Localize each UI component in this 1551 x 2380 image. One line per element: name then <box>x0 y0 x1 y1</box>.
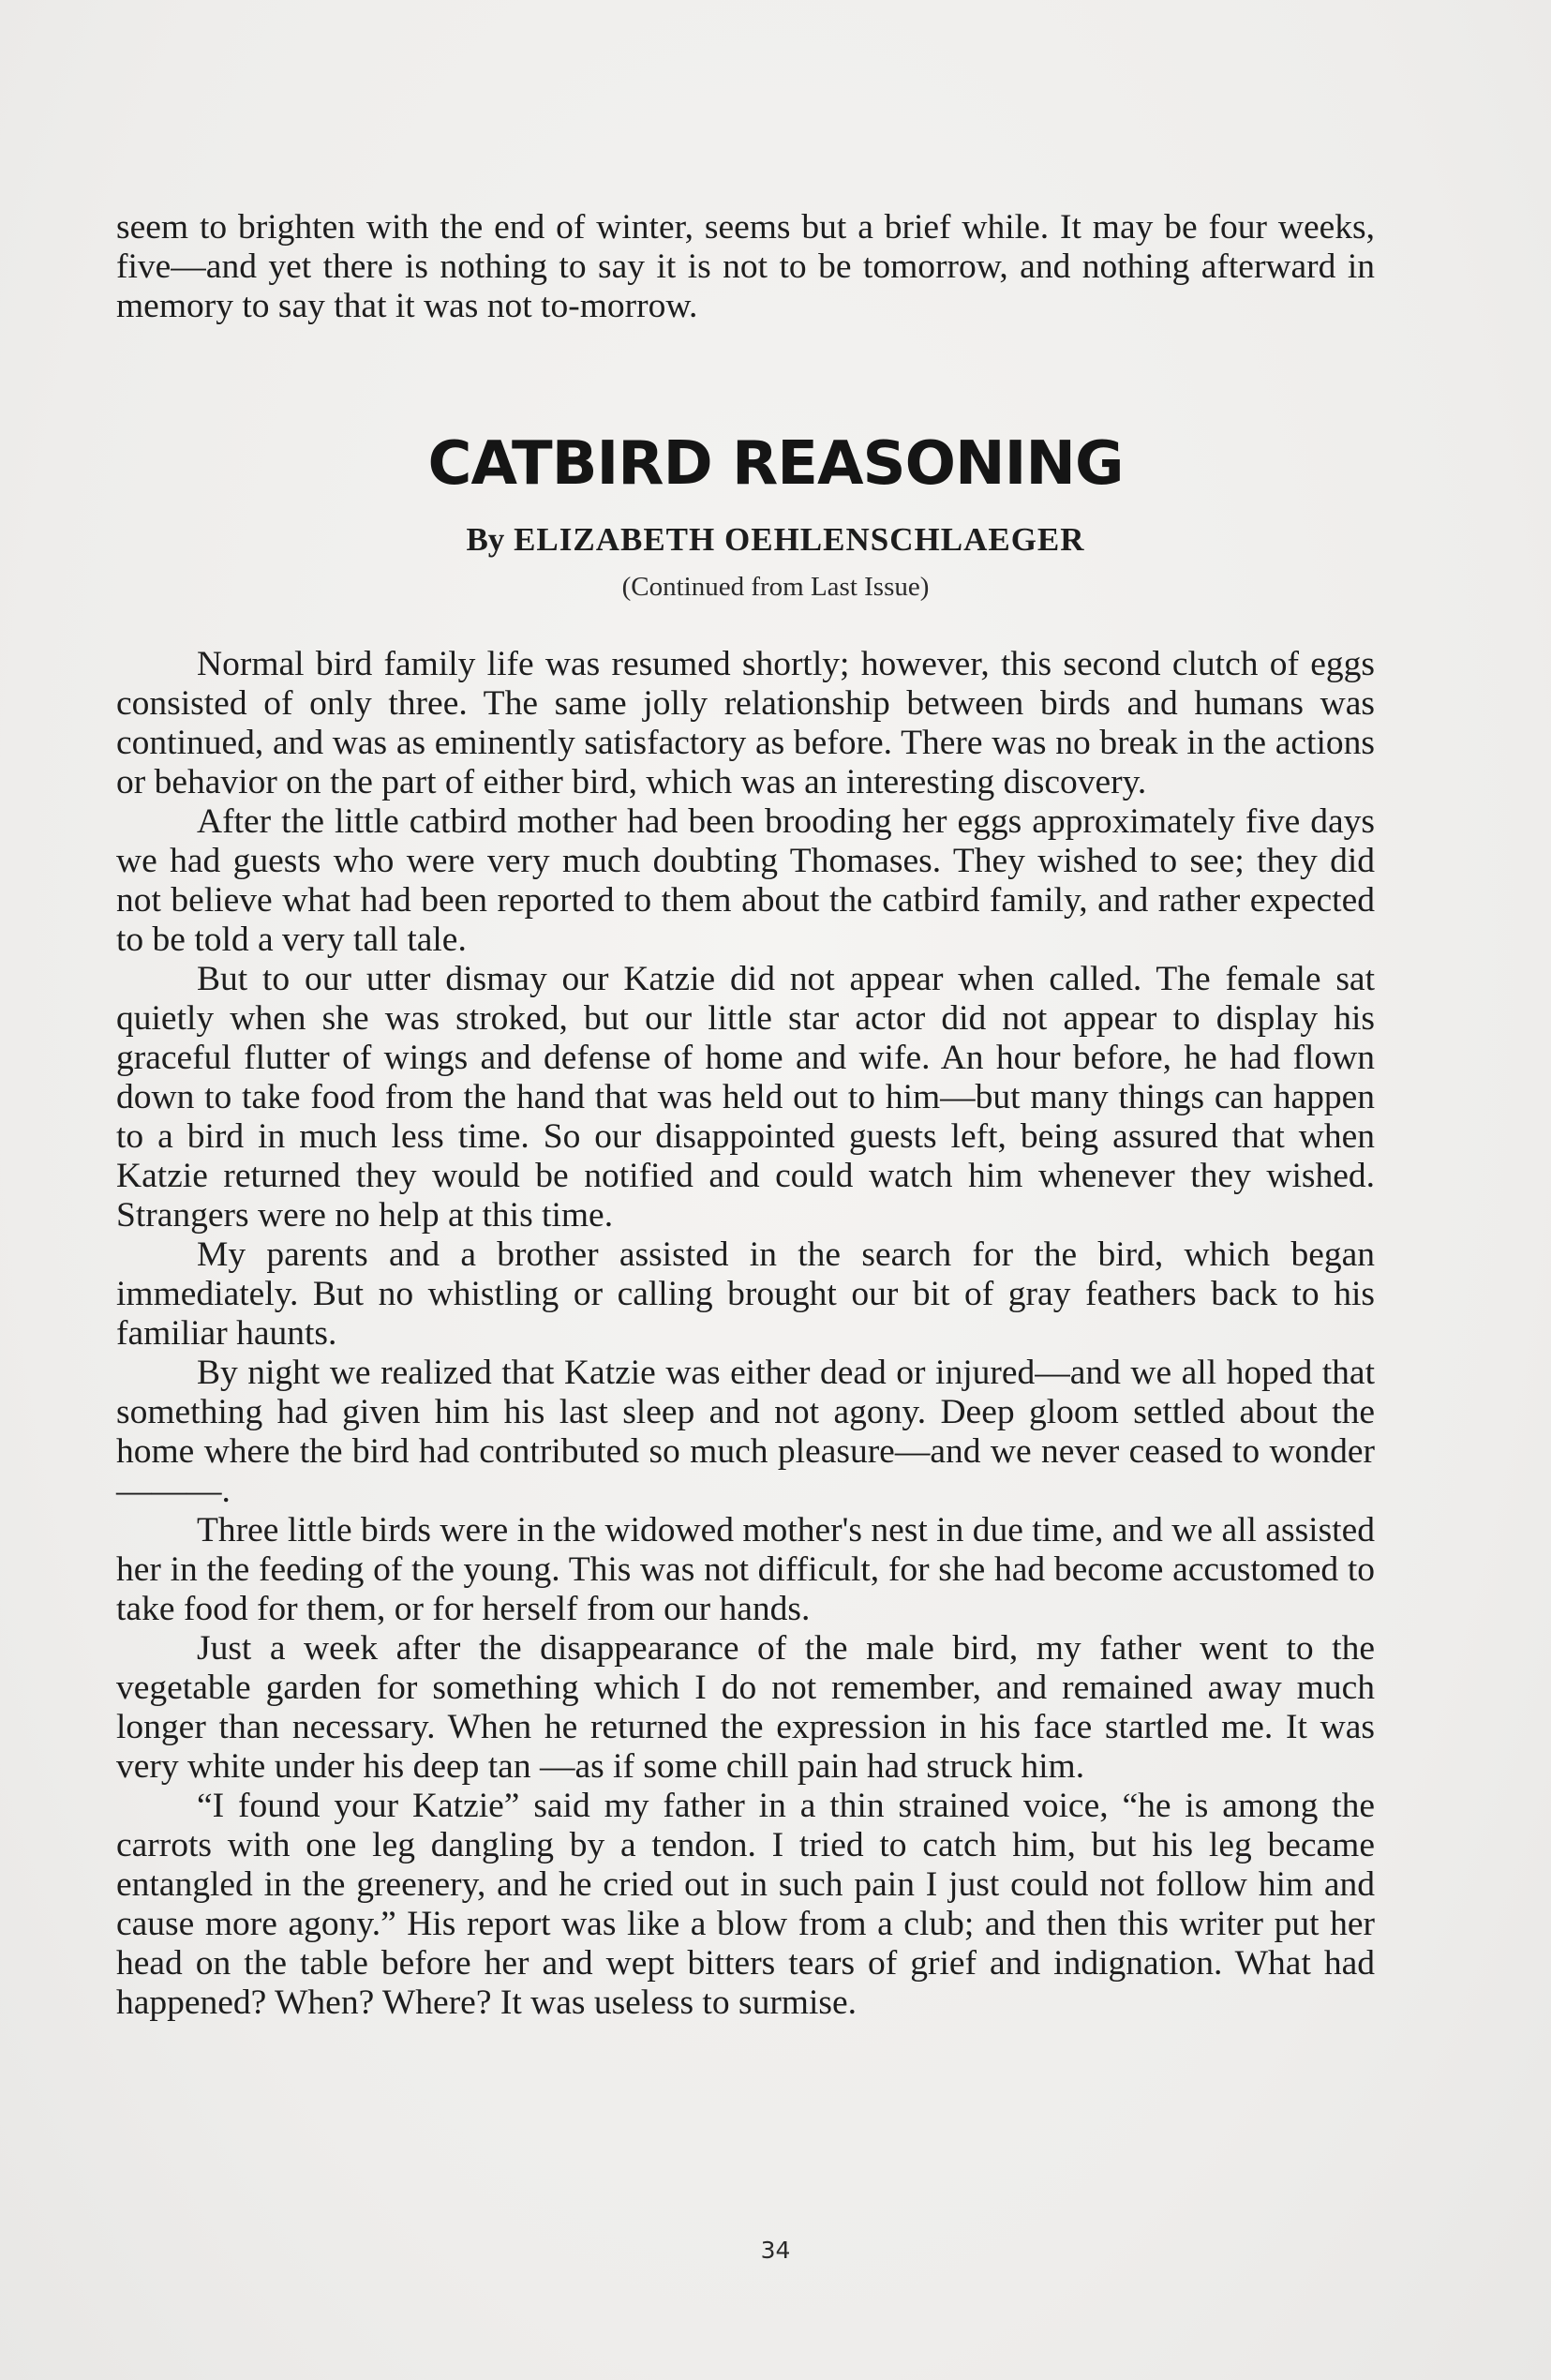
body-paragraph: My parents and a brother assisted in the search for the bird, which began immediately. But no whistling or calling brought our bit of gray feathers back to his familiar haunts. <box>116 1235 1375 1353</box>
intro-text-block <box>116 208 1375 326</box>
article-body <box>116 645 1375 2023</box>
intro-paragraph: seem to brighten with the end of winter, seems but a brief while. It may be four weeks, five—and yet there is nothing to say it is not to be tomorrow, and nothing afterward in memory to say that it was not to-morrow. <box>116 208 1375 325</box>
body-paragraph: “I found your Katzie” said my father in a thin strained voice, “he is among the carrots with one leg dangling by a tendon. I tried to catch him, but his leg became entangled in the greenery, and he cried out in such pain I just could not follow him and cause more agony.” His report was like a blow from a club; and then this writer put her head on the table before her and wept bitters tears of grief and indignation. What had happened? When? Where? It was useless to surmise. <box>116 1787 1375 2022</box>
body-paragraph: Normal bird family life was resumed shortly; however, this second clutch of eggs consisted of only three. The same jolly relationship between birds and humans was continued, and was as eminently satisfactory as before. There was no break in the actions or behavior on the part of either bird, which was an interesting discovery. <box>116 645 1375 801</box>
body-paragraph: Three little birds were in the widowed mother's nest in due time, and we all assisted her in the feeding of the young. This was not difficult, for she had become accustomed to take food for them, or for herself from our hands. <box>116 1511 1375 1628</box>
body-paragraph: Just a week after the disappearance of the male bird, my father went to the vegetable garden for something which I do not remember, and remained away much longer than necessary. When he returned the expression in his face startled me. It was very white under his deep tan —as if some chill pain had struck him. <box>116 1629 1375 1786</box>
body-paragraph: After the little catbird mother had been brooding her eggs approximately five days we had guests who were very much doubting Thomases. They wished to see; they did not believe what had been reported to them about the catbird family, and rather expected to be told a very tall tale. <box>116 802 1375 959</box>
body-paragraph: By night we realized that Katzie was either dead or injured—and we all hoped that something had given him his last sleep and not agony. Deep gloom settled about the home where the bird had contributed so much pleasure—and we never ceased to wonder———. <box>116 1354 1375 1510</box>
article-byline <box>0 521 1551 559</box>
byline-prefix: By <box>466 521 505 558</box>
page-number: 34 <box>760 2237 791 2264</box>
author-name: ELIZABETH OEHLENSCHLAEGER <box>514 521 1085 558</box>
body-paragraph: But to our utter dismay our Katzie did not appear when called. The female sat quietly when she was stroked, but our little star actor did not appear to display his graceful flutter of wings and defense of home and wife. An hour before, he had flown down to take food from the hand that was held out to him—but many things can happen to a bird in much less time. So our disappointed guests left, being assured that when Katzie returned they would be notified and could watch him whenever they wished. Strangers were no help at this time. <box>116 960 1375 1235</box>
article-title: CATBIRD REASONING <box>427 429 1124 499</box>
continued-note: (Continued from Last Issue) <box>621 572 930 602</box>
